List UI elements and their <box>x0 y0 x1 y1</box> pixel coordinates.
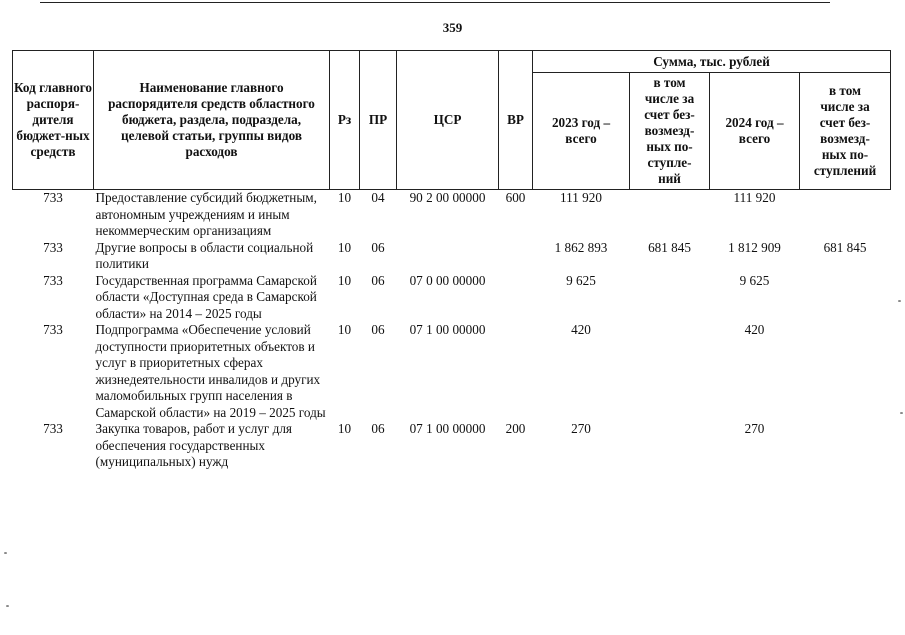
cell-2024-gratuitous: 681 845 <box>823 239 867 255</box>
header-2024-gratuitous: в том числе за счет без-возмезд-ных по-ступлений <box>800 73 891 190</box>
scan-speck <box>898 300 901 302</box>
cell-pr: 04 <box>371 190 385 205</box>
budget-table <box>12 50 891 471</box>
table-row <box>13 190 891 240</box>
cell-2023-total: 9 625 <box>566 272 596 288</box>
cell-2024-gratuitous <box>800 322 891 421</box>
header-rz: Рз <box>330 51 360 190</box>
cell-pr: 06 <box>371 272 385 288</box>
cell-2024-total: 420 <box>744 322 765 337</box>
table-row <box>13 421 891 471</box>
header-2023-gratuitous: в том числе за счет без-возмезд-ных по-ступле-ний <box>630 73 710 190</box>
cell-2024-total: 9 625 <box>739 272 770 288</box>
cell-rz: 10 <box>337 190 352 205</box>
table-header <box>13 51 891 190</box>
table-row <box>13 273 891 323</box>
scan-edge-line <box>40 2 830 3</box>
cell-pr: 06 <box>371 322 385 337</box>
cell-2024-gratuitous <box>800 421 891 471</box>
cell-2023-gratuitous <box>630 421 710 471</box>
header-sum-group: Сумма, тыс. рублей <box>533 51 891 73</box>
header-2024-total: 2024 год – всего <box>710 73 800 190</box>
cell-csr: 07 0 00 00000 <box>409 272 486 288</box>
cell-name: Государственная программа Самарской области «Доступная среда в Самарской области» на 2014 – 2025 годы <box>95 272 317 321</box>
cell-2023-total: 111 920 <box>560 190 602 205</box>
table-row <box>13 240 891 273</box>
cell-csr <box>397 240 499 273</box>
cell-code: 733 <box>43 190 63 205</box>
cell-2024-total: 270 <box>744 421 765 436</box>
cell-2024-total: 1 812 909 <box>728 239 781 255</box>
header-2023-total: 2023 год – всего <box>533 73 630 190</box>
header-csr: ЦСР <box>397 51 499 190</box>
cell-2023-total: 420 <box>571 322 591 337</box>
cell-vr <box>499 240 533 273</box>
cell-code: 733 <box>43 272 63 288</box>
table-body <box>13 190 891 471</box>
cell-vr: 600 <box>505 190 526 205</box>
cell-pr: 06 <box>371 239 385 255</box>
cell-rz: 10 <box>337 421 352 436</box>
cell-2023-total: 1 862 893 <box>554 239 608 255</box>
page-number: 359 <box>442 20 463 35</box>
table-row <box>13 322 891 421</box>
cell-rz: 10 <box>337 322 352 337</box>
scan-speck <box>900 412 903 414</box>
cell-csr: 90 2 00 00000 <box>409 190 486 205</box>
cell-2023-gratuitous <box>630 322 710 421</box>
cell-csr: 07 1 00 00000 <box>409 322 486 337</box>
cell-rz: 10 <box>337 239 352 255</box>
cell-2023-gratuitous <box>630 190 710 240</box>
cell-vr <box>499 322 533 421</box>
cell-rz: 10 <box>337 272 352 288</box>
cell-csr: 07 1 00 00000 <box>409 421 486 436</box>
cell-name: Закупка товаров, работ и услуг для обеспечения государственных (муниципальных) нужд <box>95 421 292 469</box>
scan-speck <box>4 552 7 554</box>
cell-code: 733 <box>43 421 63 436</box>
cell-vr <box>499 273 533 323</box>
cell-code: 733 <box>43 322 63 337</box>
cell-name: Предоставление субсидий бюджетным, автономным учреждениям и иным некоммерческим организациям <box>95 190 317 238</box>
cell-2023-total: 270 <box>571 421 591 436</box>
header-name: Наименование главного распорядителя средств областного бюджета, раздела, подраздела, целевой статьи, группы видов расходов <box>94 51 330 190</box>
cell-name: Другие вопросы в области социальной политики <box>95 239 314 271</box>
header-code: Код главного распоря-дителя бюджет-ных средств <box>13 51 94 190</box>
cell-2023-gratuitous: 681 845 <box>648 239 691 255</box>
cell-name: Подпрограмма «Обеспечение условий доступности приоритетных объектов и услуг в приоритетных сферах жизнедеятельности инвалидов и других маломобильных групп населения в Самарской области» на 2019 – 2025 годы <box>95 322 326 420</box>
cell-2023-gratuitous <box>630 273 710 323</box>
cell-vr: 200 <box>505 421 526 436</box>
cell-2024-gratuitous <box>800 273 891 323</box>
header-pr: ПР <box>360 51 397 190</box>
cell-pr: 06 <box>371 421 385 436</box>
scan-speck <box>6 605 9 607</box>
cell-2024-total: 111 920 <box>733 190 776 205</box>
header-vr: ВР <box>499 51 533 190</box>
cell-code: 733 <box>43 239 63 255</box>
cell-2024-gratuitous <box>800 190 891 240</box>
